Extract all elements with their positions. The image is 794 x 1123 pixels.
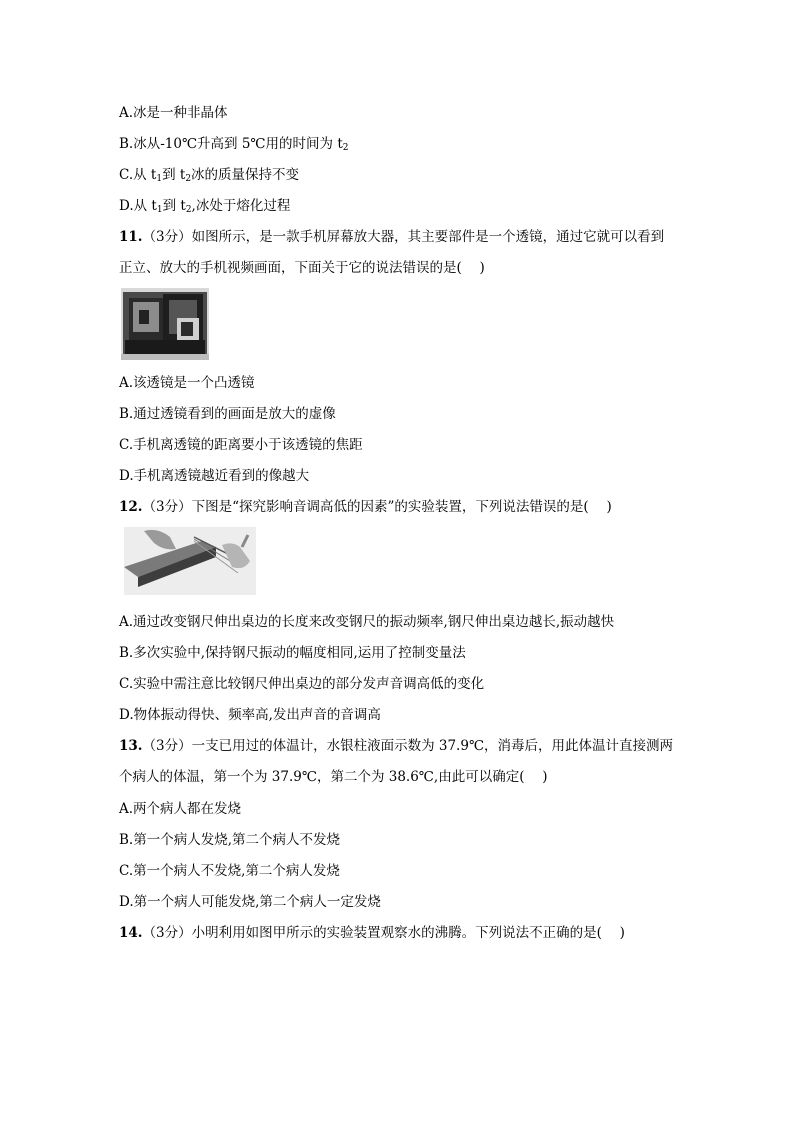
- q12-option-c: C.实验中需注意比较钢尺伸出桌边的部分发声音调高低的变化: [119, 676, 485, 692]
- q12-option-b: B.多次实验中,保持钢尺振动的幅度相同,运用了控制变量法: [119, 645, 466, 661]
- q10-option-d: D.从 $t_1$到 $t_2$,冰处于熔化过程: [119, 198, 291, 215]
- q11-number: 11.: [119, 229, 143, 245]
- q11-option-a: A.该透镜是一个凸透镜: [119, 375, 255, 391]
- q12-stem-line1: 12.（3分）下图是“探究影响音调高低的因素”的实验装置，下列说法错误的是( ): [119, 499, 612, 515]
- q10-option-a: A.冰是一种非晶体: [119, 105, 228, 121]
- q13-stem-line1: 13.（3分）一支已用过的体温计，水银柱液面示数为 37.9℃，消毒后，用此体温计直接测两: [119, 738, 674, 754]
- q12-option-a: A.通过改变钢尺伸出桌边的长度来改变钢尺的振动频率,钢尺伸出桌边越长,振动越快: [119, 614, 615, 630]
- q10-option-b: B.冰从-10℃升高到 5℃用的时间为 $t_2$: [119, 136, 349, 153]
- steel-ruler-experiment-photo: [124, 527, 256, 595]
- q11-stem-line2: 正立、放大的手机视频画面，下面关于它的说法错误的是( ): [119, 260, 485, 276]
- q12-option-d: D.物体振动得快、频率高,发出声音的音调高: [119, 707, 381, 723]
- q13-stem-line2: 个病人的体温，第一个为 37.9℃，第二个为 38.6℃,由此可以确定( ): [119, 769, 548, 785]
- q13-option-c: C.第一个病人不发烧,第二个病人发烧: [119, 863, 340, 879]
- q10-option-c: C.从 $t_1$到 $t_2$冰的质量保持不变: [119, 167, 300, 184]
- q14-number: 14.: [119, 925, 143, 941]
- q11-option-d: D.手机离透镜越近看到的像越大: [119, 468, 310, 484]
- q11-stem-line1: 11.（3分）如图所示，是一款手机屏幕放大器，其主要部件是一个透镜，通过它就可以看到: [119, 229, 665, 245]
- q13-option-b: B.第一个病人发烧,第二个病人不发烧: [119, 832, 341, 848]
- q11-option-b: B.通过透镜看到的画面是放大的虚像: [119, 406, 336, 422]
- q12-number: 12.: [119, 499, 143, 515]
- q14-stem-line1: 14.（3分）小明利用如图甲所示的实验装置观察水的沸腾。下列说法不正确的是( ): [119, 925, 625, 941]
- q13-option-a: A.两个病人都在发烧: [119, 801, 242, 817]
- q13-option-d: D.第一个病人可能发烧,第二个病人一定发烧: [119, 894, 381, 910]
- phone-magnifier-photo: [121, 288, 209, 360]
- q13-number: 13.: [119, 738, 143, 754]
- q11-option-c: C.手机离透镜的距离要小于该透镜的焦距: [119, 437, 363, 453]
